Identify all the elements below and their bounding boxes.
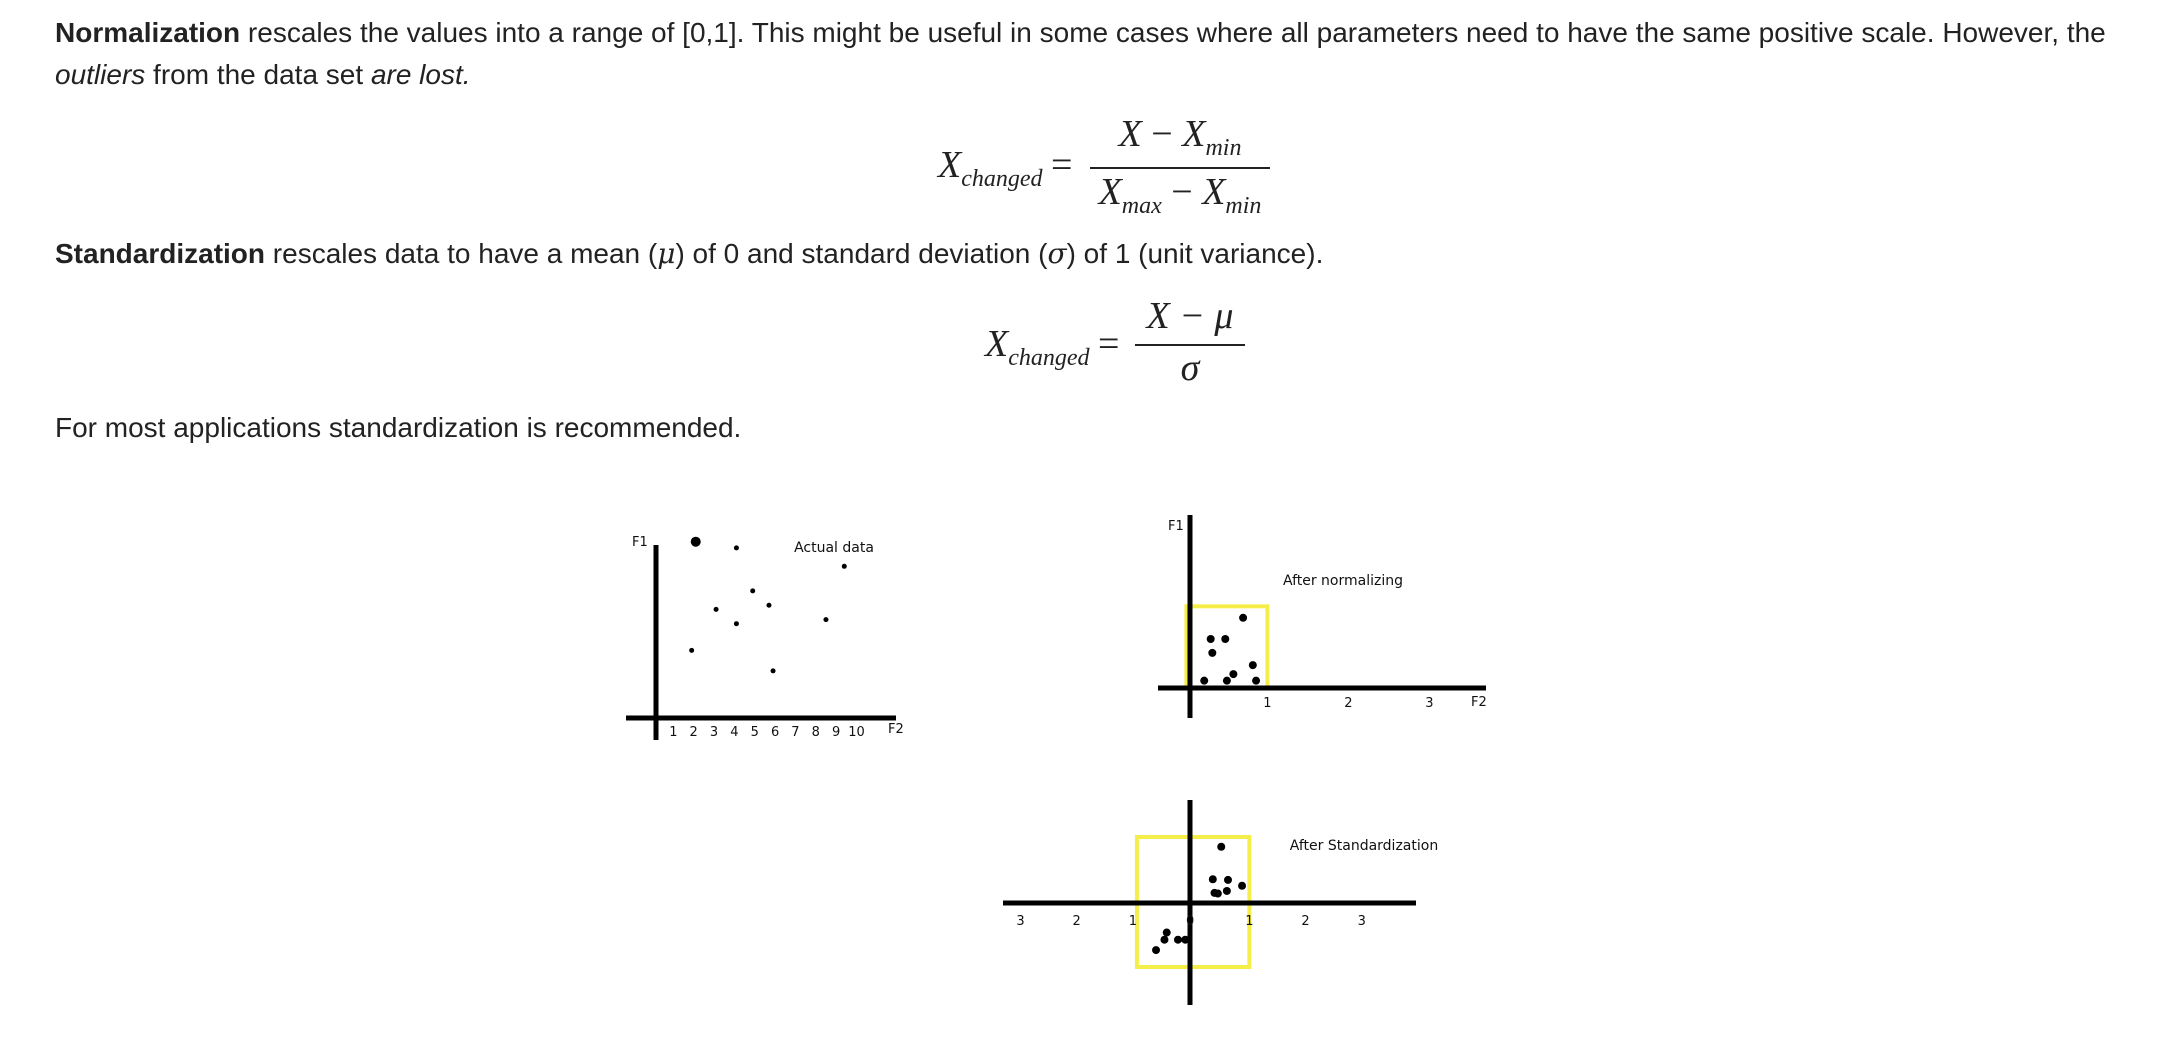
x-tick-label: 10 <box>848 725 865 740</box>
x-tick-label: 1 <box>1128 914 1138 929</box>
data-point <box>1214 890 1222 898</box>
data-point <box>1209 875 1217 883</box>
data-point <box>1249 661 1257 669</box>
x-tick-label: 8 <box>811 725 820 740</box>
mu-symbol: μ <box>657 237 676 270</box>
recommendation-paragraph: For most applications standardization is recommended. <box>55 412 742 443</box>
x-tick-label: 4 <box>730 725 739 740</box>
formula-numerator: X − μ <box>1146 295 1234 337</box>
chart-title: After Standardization <box>1289 838 1439 854</box>
data-point <box>1229 670 1237 678</box>
data-point <box>689 648 694 653</box>
data-point <box>1160 936 1168 944</box>
data-point <box>823 617 828 622</box>
data-point <box>842 564 847 569</box>
x-tick-label: 1 <box>669 725 678 740</box>
data-point <box>734 545 739 550</box>
data-point <box>1207 635 1215 643</box>
highlight-box-1 <box>1186 606 1267 688</box>
x-tick-label: 6 <box>770 725 780 740</box>
x-tick-label: 3 <box>709 725 719 740</box>
data-point <box>691 537 701 547</box>
data-point <box>1152 946 1160 954</box>
data-point <box>1224 876 1232 884</box>
data-point <box>734 621 739 626</box>
data-point <box>766 603 771 608</box>
formula-denominator: $X_{max} - X_{min}$ <box>1098 171 1262 219</box>
outliers-word: outliers <box>55 59 146 90</box>
data-point <box>1174 936 1182 944</box>
standardization-text-2: ) of 0 and standard deviation ( <box>675 238 1048 269</box>
data-point <box>750 588 755 593</box>
x-tick-label: 2 <box>689 725 698 740</box>
data-point <box>1163 929 1171 937</box>
x-tick-label: 2 <box>1344 696 1353 711</box>
x-tick-label: 1 <box>1245 914 1254 929</box>
data-point <box>1181 936 1189 944</box>
x-tick-label: 7 <box>791 725 800 740</box>
x-tick-label: 2 <box>1301 914 1310 929</box>
formula-lhs: $X_{changed}$ <box>985 323 1090 371</box>
data-point <box>771 668 776 673</box>
normalization-text-1: rescales the values into a range of [0,1]. This might be useful in some cases where all parameters need to have the same positive scale. However, the <box>240 17 2106 48</box>
formula-equals: = <box>1051 144 1073 186</box>
x-tick-label: 9 <box>831 725 841 740</box>
chart-title: Actual data <box>794 540 874 556</box>
x-tick-label: 5 <box>750 725 759 740</box>
x-axis-label: F2 <box>1471 695 1487 710</box>
x-tick-label: 0 <box>1185 914 1195 929</box>
formula-lhs: $X_{changed}$ <box>938 144 1043 192</box>
formula-denominator: σ <box>1180 347 1200 389</box>
normalization-text-2: from the data set <box>145 59 371 90</box>
y-axis-label: F1 <box>632 535 648 550</box>
x-tick-label: 3 <box>1016 914 1025 929</box>
data-point <box>1221 635 1229 643</box>
data-point <box>1223 677 1231 685</box>
x-tick-label: 1 <box>1263 696 1272 711</box>
chart-title: After normalizing <box>1282 573 1404 589</box>
data-point <box>1217 843 1225 851</box>
x-tick-label: 3 <box>1425 696 1434 711</box>
formula-numerator: $X - X_{min}$ <box>1118 113 1242 161</box>
data-point <box>714 607 719 612</box>
standardization-term: Standardization <box>55 238 266 269</box>
x-tick-label: 3 <box>1357 914 1366 929</box>
standardization-text-3: ) of 1 (unit variance). <box>1066 238 1324 269</box>
data-point <box>1223 887 1231 895</box>
x-tick-label: 2 <box>1072 914 1081 929</box>
x-axis-label: F2 <box>888 722 904 737</box>
data-point <box>1200 677 1208 685</box>
data-point <box>1238 882 1246 890</box>
standardization-text-1: rescales data to have a mean ( <box>265 238 658 269</box>
formula-equals: = <box>1098 323 1120 365</box>
data-point <box>1252 677 1260 685</box>
data-point <box>1239 614 1247 622</box>
are-lost-text: are lost. <box>370 59 471 90</box>
normalization-term: Normalization <box>55 17 241 48</box>
sigma-symbol: σ <box>1047 237 1067 270</box>
y-axis-label: F1 <box>1168 519 1184 534</box>
data-point <box>1208 649 1216 657</box>
